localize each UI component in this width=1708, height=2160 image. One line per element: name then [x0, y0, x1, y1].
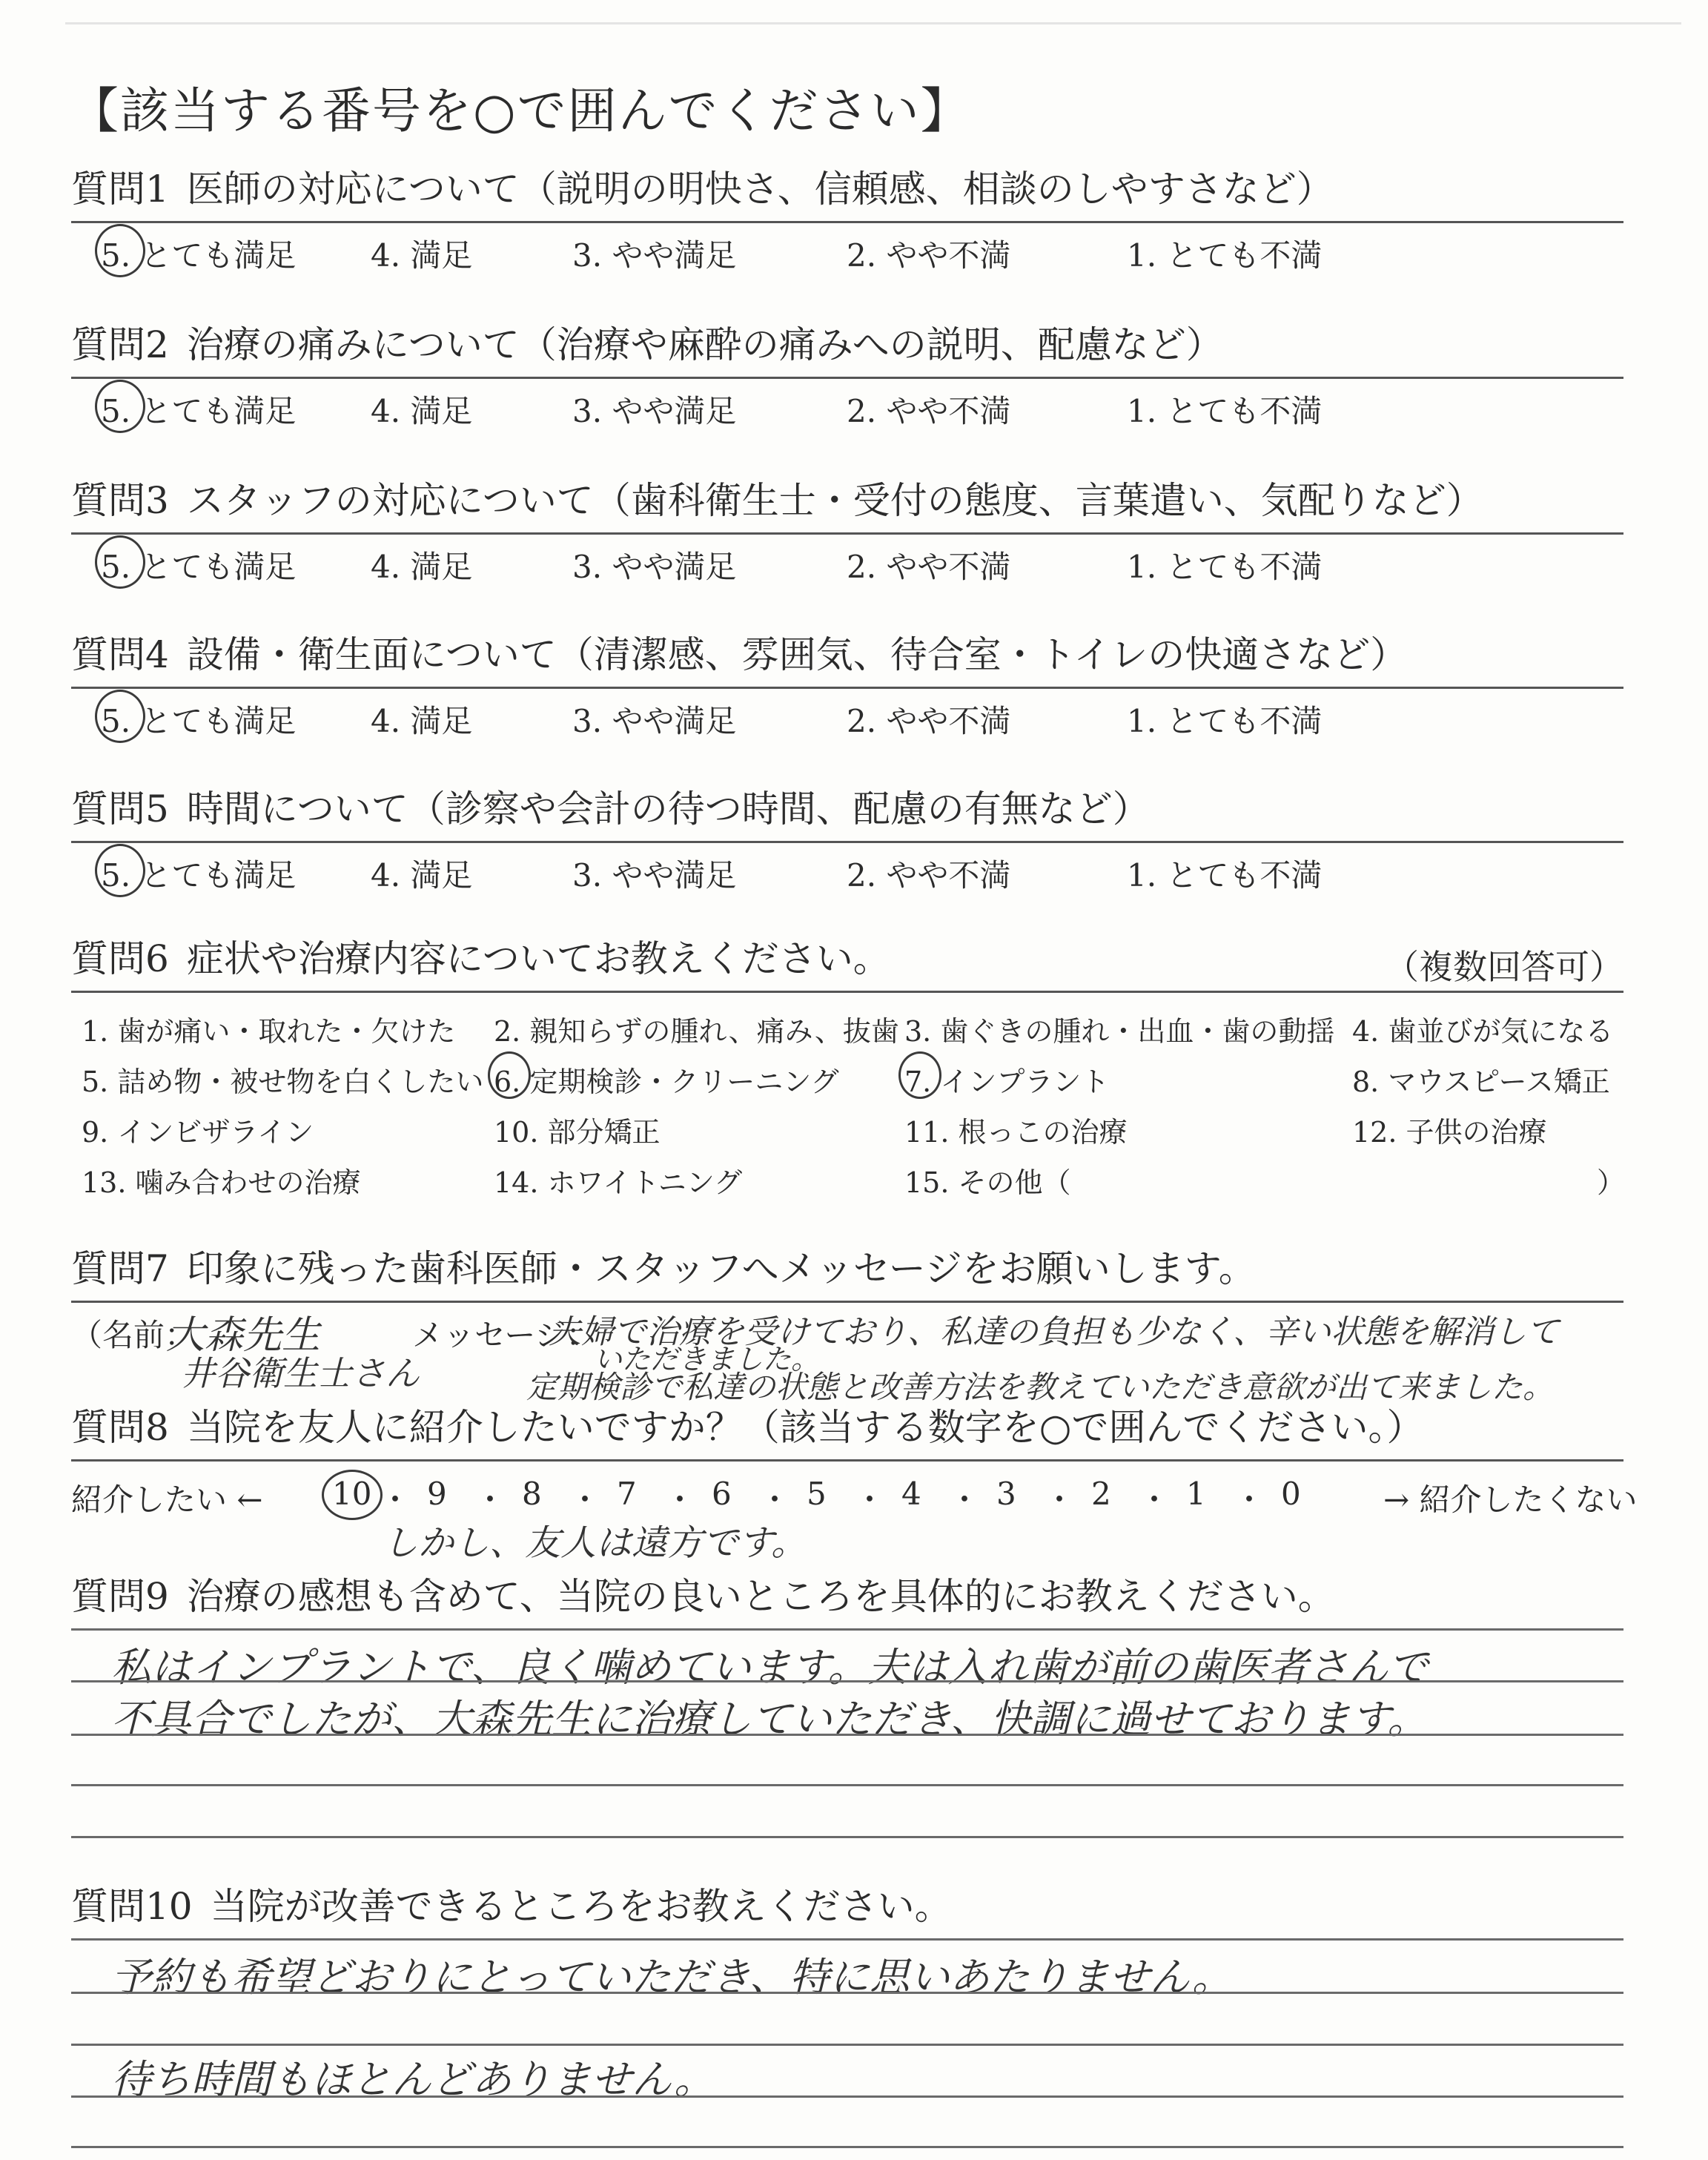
question-2-title: 質問2 治療の痛みについて（治療や麻酔の痛みへの説明、配慮など） — [71, 323, 1223, 366]
rating-option[interactable]: 2. やや不満 — [847, 393, 1011, 429]
recommend-score[interactable]: 5 — [807, 1476, 827, 1512]
recommend-score[interactable]: 6 — [712, 1476, 732, 1512]
rating-option[interactable]: 3. やや満足 — [572, 549, 737, 585]
treatment-option[interactable]: 2. 親知らずの腫れ、痛み、抜歯 — [494, 1015, 899, 1048]
question-6-rule — [71, 991, 1623, 993]
rating-option[interactable]: 2. やや不満 — [847, 237, 1011, 274]
question-10 — [71, 1885, 1623, 1932]
rating-option[interactable]: 3. やや満足 — [572, 237, 737, 274]
top-border — [65, 22, 1681, 24]
scale-separator: ・ — [1139, 1482, 1171, 1518]
treatment-option[interactable]: 1. 歯が痛い・取れた・欠けた — [82, 1015, 456, 1048]
question-5 — [71, 787, 1623, 902]
selection-circle — [95, 690, 145, 743]
rating-option[interactable]: 1. とても不満 — [1127, 857, 1323, 894]
treatment-option[interactable]: 4. 歯並びが気になる — [1352, 1015, 1614, 1048]
treatment-option[interactable]: 12. 子供の治療 — [1352, 1116, 1547, 1149]
rating-option[interactable]: 4. 満足 — [371, 393, 473, 429]
treatment-option[interactable]: 7. インプラント — [904, 1066, 1110, 1098]
recommend-score[interactable]: 3 — [996, 1476, 1016, 1512]
rating-option[interactable]: 1. とても不満 — [1127, 703, 1323, 739]
question-3 — [71, 479, 1623, 593]
treatment-option[interactable]: 5. 詰め物・被せ物を白くしたい — [82, 1066, 484, 1098]
multi-answer-note: （複数回答可） — [1385, 947, 1623, 987]
treatment-option[interactable]: 15. その他（ — [904, 1166, 1071, 1199]
question-7 — [71, 1247, 1623, 1405]
question-1-title: 質問1 医師の対応について（説明の明快さ、信頼感、相談のしやすさなど） — [71, 168, 1334, 211]
question-8-rule — [71, 1459, 1623, 1462]
q9-answer-line-2: 不具合でしたが、大森先生に治療していただき、快調に過せております。 — [111, 1696, 1428, 1743]
question-1 — [71, 168, 1623, 282]
question-1-rule — [71, 221, 1623, 223]
question-6 — [71, 937, 1626, 1207]
treatment-option[interactable]: 13. 噛み合わせの治療 — [82, 1166, 361, 1199]
selection-circle — [898, 1051, 941, 1099]
selection-circle — [95, 380, 145, 433]
question-2 — [71, 323, 1623, 437]
message-label: メッセージ： — [412, 1317, 598, 1353]
rating-option[interactable]: 4. 満足 — [371, 857, 473, 894]
recommend-score[interactable]: 7 — [617, 1476, 637, 1512]
rating-option[interactable]: 3. やや満足 — [572, 857, 737, 894]
rating-option[interactable]: 4. 満足 — [371, 549, 473, 585]
staff-name-2: 井谷衛生士さん — [181, 1353, 420, 1393]
question-3-rule — [71, 532, 1623, 535]
scale-separator: ・ — [474, 1482, 506, 1518]
rating-option[interactable]: 5. とても満足 — [101, 703, 297, 739]
recommend-note: しかし、友人は遠方です。 — [383, 1522, 807, 1564]
rating-option[interactable]: 4. 満足 — [371, 237, 473, 274]
recommend-score[interactable]: 2 — [1091, 1476, 1111, 1512]
answer-line — [71, 2146, 1623, 2148]
rating-option[interactable]: 3. やや満足 — [572, 393, 737, 429]
question-2-rule — [71, 377, 1623, 379]
recommend-left-label: 紹介したい ← — [71, 1482, 263, 1518]
question-4-title: 質問4 設備・衛生面について（清潔感、雰囲気、待合室・トイレの快適さなど） — [71, 633, 1408, 676]
scale-separator: ・ — [759, 1482, 791, 1518]
message-line-2: いただきました。 — [594, 1343, 820, 1375]
question-7-title: 質問7 印象に残った歯科医師・スタッフへメッセージをお願いします。 — [71, 1247, 1256, 1290]
recommend-score[interactable]: 0 — [1281, 1476, 1301, 1512]
question-5-title: 質問5 時間について（診察や会計の待つ時間、配慮の有無など） — [71, 787, 1150, 830]
recommend-right-label: → 紹介したくない — [1383, 1482, 1638, 1518]
rating-option[interactable]: 1. とても不満 — [1127, 393, 1323, 429]
rating-option[interactable]: 4. 満足 — [371, 703, 473, 739]
q10-answer-line-2: 待ち時間もほとんどありません。 — [111, 2056, 715, 2103]
question-9 — [71, 1575, 1623, 1622]
rating-option[interactable]: 1. とても不満 — [1127, 237, 1323, 274]
recommend-score[interactable]: 8 — [522, 1476, 542, 1512]
name-label: （名前： — [71, 1317, 196, 1353]
scale-separator: ・ — [854, 1482, 886, 1518]
question-8 — [71, 1406, 1638, 1564]
question-5-rule — [71, 841, 1623, 843]
selection-circle — [322, 1470, 383, 1520]
treatment-option[interactable]: 6. 定期検診・クリーニング — [494, 1066, 839, 1098]
selection-circle — [95, 535, 145, 589]
rating-option[interactable]: 5. とても満足 — [101, 237, 297, 274]
rating-option[interactable]: 2. やや不満 — [847, 703, 1011, 739]
scale-separator: ・ — [569, 1482, 601, 1518]
treatment-option[interactable]: 3. 歯ぐきの腫れ・出血・歯の動揺 — [904, 1015, 1335, 1048]
treatment-option[interactable]: 9. インビザライン — [82, 1116, 314, 1149]
rating-option[interactable]: 2. やや不満 — [847, 857, 1011, 894]
other-close-paren: ） — [1597, 1166, 1626, 1199]
q9-answer-line-1: 私はインプラントで、良く噛めています。夫は入れ歯が前の歯医者さんで — [111, 1644, 1429, 1691]
answer-line — [71, 1680, 1623, 1682]
rating-option[interactable]: 3. やや満足 — [572, 703, 737, 739]
scale-separator: ・ — [664, 1482, 696, 1518]
question-7-rule — [71, 1301, 1623, 1303]
rating-option[interactable]: 1. とても不満 — [1127, 549, 1323, 585]
selection-circle — [488, 1051, 531, 1099]
answer-line — [71, 2044, 1623, 2046]
answer-line — [71, 1938, 1623, 1941]
scale-separator: ・ — [1044, 1482, 1076, 1518]
rating-option[interactable]: 5. とても満足 — [101, 393, 297, 429]
staff-name-1: 大森先生 — [166, 1313, 321, 1358]
treatment-option[interactable]: 8. マウスピース矯正 — [1352, 1066, 1610, 1098]
scale-separator: ・ — [1234, 1482, 1265, 1518]
scale-separator: ・ — [949, 1482, 981, 1518]
answer-line — [71, 1992, 1623, 1994]
answer-line — [71, 1734, 1623, 1736]
rating-option[interactable]: 5. とても満足 — [101, 857, 297, 894]
selection-circle — [95, 224, 145, 277]
rating-option[interactable]: 2. やや不満 — [847, 549, 1011, 585]
question-3-title: 質問3 スタッフの対応について（歯科衛生士・受付の態度、言葉遣い、気配りなど） — [71, 479, 1483, 522]
recommend-score[interactable]: 4 — [901, 1476, 921, 1512]
answer-line — [71, 1836, 1623, 1838]
recommend-score[interactable]: 9 — [427, 1476, 447, 1512]
form-heading: 【該当する番号を○で囲んでください】 — [70, 82, 971, 139]
treatment-option[interactable]: 14. ホワイトニング — [494, 1166, 743, 1199]
treatment-option[interactable]: 10. 部分矯正 — [494, 1116, 661, 1149]
recommend-score[interactable]: 1 — [1186, 1476, 1206, 1512]
message-line-3: 定期検診で私達の状態と改善方法を教えていただき意欲が出て来ました。 — [526, 1369, 1555, 1405]
question-4 — [71, 633, 1623, 747]
rating-option[interactable]: 5. とても満足 — [101, 549, 297, 585]
question-9-title: 質問9 治療の感想も含めて、当院の良いところを具体的にお教えください。 — [71, 1575, 1335, 1618]
scale-separator: ・ — [380, 1482, 411, 1518]
answer-line — [71, 1628, 1623, 1631]
question-6-title: 質問6 症状や治療内容についてお教えください。 — [71, 937, 890, 980]
message-line-1: 夫婦で治療を受けており、私達の負担も少なく、辛い状態を解消して — [549, 1313, 1560, 1351]
treatment-option[interactable]: 11. 根っこの治療 — [904, 1116, 1128, 1149]
question-4-rule — [71, 687, 1623, 689]
question-8-title: 質問8 当院を友人に紹介したいですか？（該当する数字を○で囲んでください。） — [71, 1406, 1424, 1449]
q10-answer-line-1: 予約も希望どおりにとっていただき、特に思いあたりません。 — [111, 1954, 1232, 2001]
question-10-title: 質問10 当院が改善できるところをお教えください。 — [71, 1885, 952, 1928]
answer-line — [71, 1784, 1623, 1786]
answer-line — [71, 2095, 1623, 2098]
recommend-score[interactable]: 10 — [332, 1476, 372, 1512]
selection-circle — [95, 844, 145, 897]
